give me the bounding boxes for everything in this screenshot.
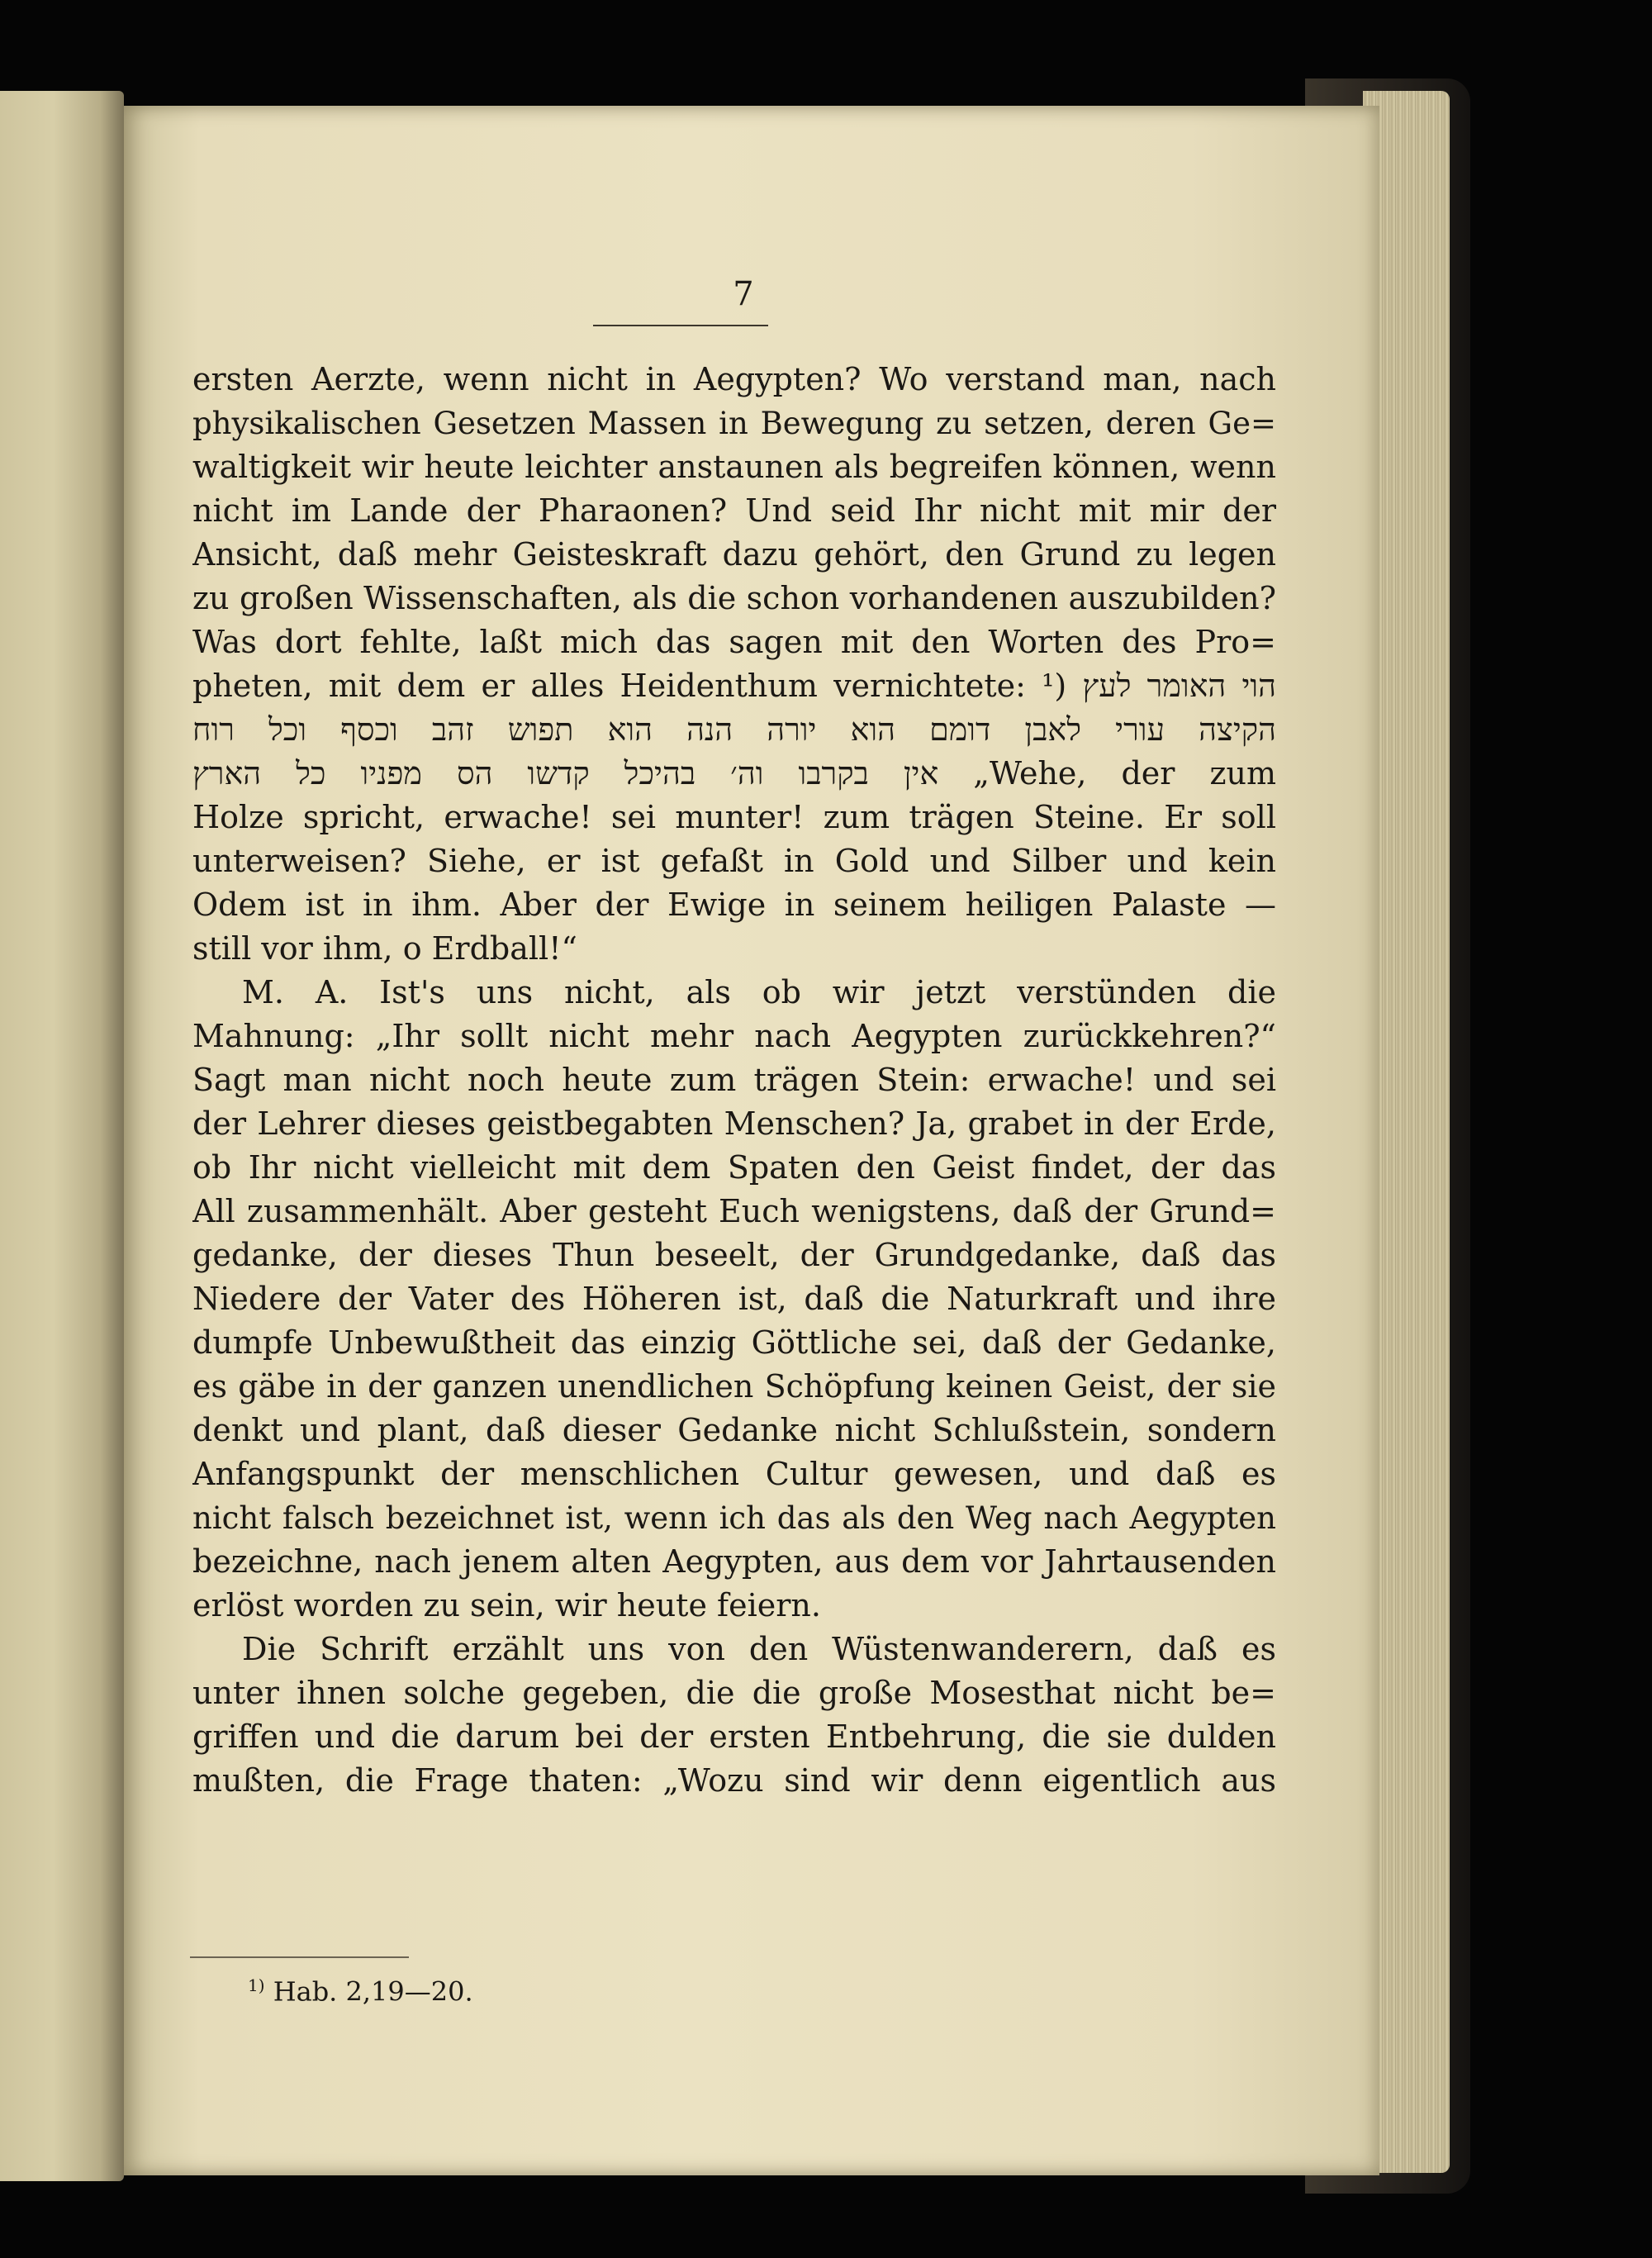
text-line: unterweisen? Siehe, er ist gefaßt in Gold und Silber und kein xyxy=(192,843,1276,879)
text-line: Die Schrift erzählt uns von den Wüstenwanderern, daß es xyxy=(242,1631,1276,1667)
text-line: nicht falsch bezeichnet ist, wenn ich das als den Weg nach Aegypten xyxy=(192,1500,1276,1536)
text-line: pheten, mit dem er alles Heidenthum vernichtete: ¹) הוי האומר לעץ xyxy=(192,668,1276,704)
text-line: M. A. Ist's uns nicht, als ob wir jetzt verstünden die xyxy=(242,974,1276,1010)
page-number: 7 xyxy=(733,275,754,313)
text-line: erlöst worden zu sein, wir heute feiern. xyxy=(192,1587,821,1623)
text-line: Ansicht, daß mehr Geisteskraft dazu gehört, den Grund zu legen xyxy=(192,536,1276,573)
left-page-edge xyxy=(0,91,124,2181)
text-line: Mahnung: „Ihr sollt nicht mehr nach Aegypten zurückkehren?“ xyxy=(192,1018,1276,1054)
text-line: ersten Aerzte, wenn nicht in Aegypten? Wo verstand man, nach xyxy=(192,361,1276,397)
text-line: gedanke, der dieses Thun beseelt, der Grundgedanke, daß das xyxy=(192,1237,1276,1273)
text-line: dumpfe Unbewußtheit das einzig Göttliche sei, daß der Gedanke, xyxy=(192,1324,1276,1361)
text-line: mußten, die Frage thaten: „Wozu sind wir denn eigentlich aus xyxy=(192,1762,1276,1799)
text-line: Anfangspunkt der menschlichen Cultur gewesen, und daß es xyxy=(192,1456,1276,1492)
text-line: ob Ihr nicht vielleicht mit dem Spaten den Geist findet, der das xyxy=(192,1149,1276,1186)
footnote-marker: 1) xyxy=(248,1975,265,1995)
footnote-rule xyxy=(190,1956,409,1958)
footnote-text: Hab. 2,19—20. xyxy=(273,1975,473,2008)
text-line: unter ihnen solche gegeben, die die große Mosesthat nicht be= xyxy=(192,1675,1276,1711)
text-line: griffen und die darum bei der ersten Entbehrung, die sie dulden xyxy=(192,1718,1276,1755)
text-line: denkt und plant, daß dieser Gedanke nicht Schlußstein, sondern xyxy=(192,1412,1276,1448)
text-line: still vor ihm, o Erdball!“ xyxy=(192,930,577,967)
book-page xyxy=(124,106,1379,2175)
text-line: Sagt man nicht noch heute zum trägen Stein: erwache! und sei xyxy=(192,1062,1276,1098)
header-rule xyxy=(593,325,768,326)
body-text xyxy=(192,358,1276,1803)
text-line: nicht im Lande der Pharaonen? Und seid Ihr nicht mit mir der xyxy=(192,492,1276,529)
text-line: waltigkeit wir heute leichter anstaunen als begreifen können, wenn xyxy=(192,449,1276,485)
text-line: der Lehrer dieses geistbegabten Menschen? Ja, grabet in der Erde, xyxy=(192,1105,1276,1142)
text-line: bezeichne, nach jenem alten Aegypten, aus dem vor Jahrtausenden xyxy=(192,1543,1276,1580)
text-line: אין בקרבו וה׳ בהיכל קדשו הס מפניו כל הארץ „Wehe, der zum xyxy=(192,755,1276,791)
hebrew-line: הקיצה עורי לאבן דומם הוא יורה הנה הוא תפוש זהב וכסף וכל רוח xyxy=(192,711,1276,748)
text-line: zu großen Wissenschaften, als die schon vorhandenen auszubilden? xyxy=(192,580,1276,616)
text-line: Odem ist in ihm. Aber der Ewige in seinem heiligen Palaste — xyxy=(192,887,1276,923)
text-line: Niedere der Vater des Höheren ist, daß die Naturkraft und ihre xyxy=(192,1281,1276,1317)
text-line: All zusammenhält. Aber gesteht Euch wenigstens, daß der Grund= xyxy=(192,1193,1276,1229)
footnote xyxy=(248,1975,473,2008)
text-line: Holze spricht, erwache! sei munter! zum trägen Steine. Er soll xyxy=(192,799,1276,835)
text-line: Was dort fehlte, laßt mich das sagen mit den Worten des Pro= xyxy=(192,624,1276,660)
text-line: physikalischen Gesetzen Massen in Bewegung zu setzen, deren Ge= xyxy=(192,406,1276,441)
text-line: es gäbe in der ganzen unendlichen Schöpfung keinen Geist, der sie xyxy=(192,1368,1276,1405)
